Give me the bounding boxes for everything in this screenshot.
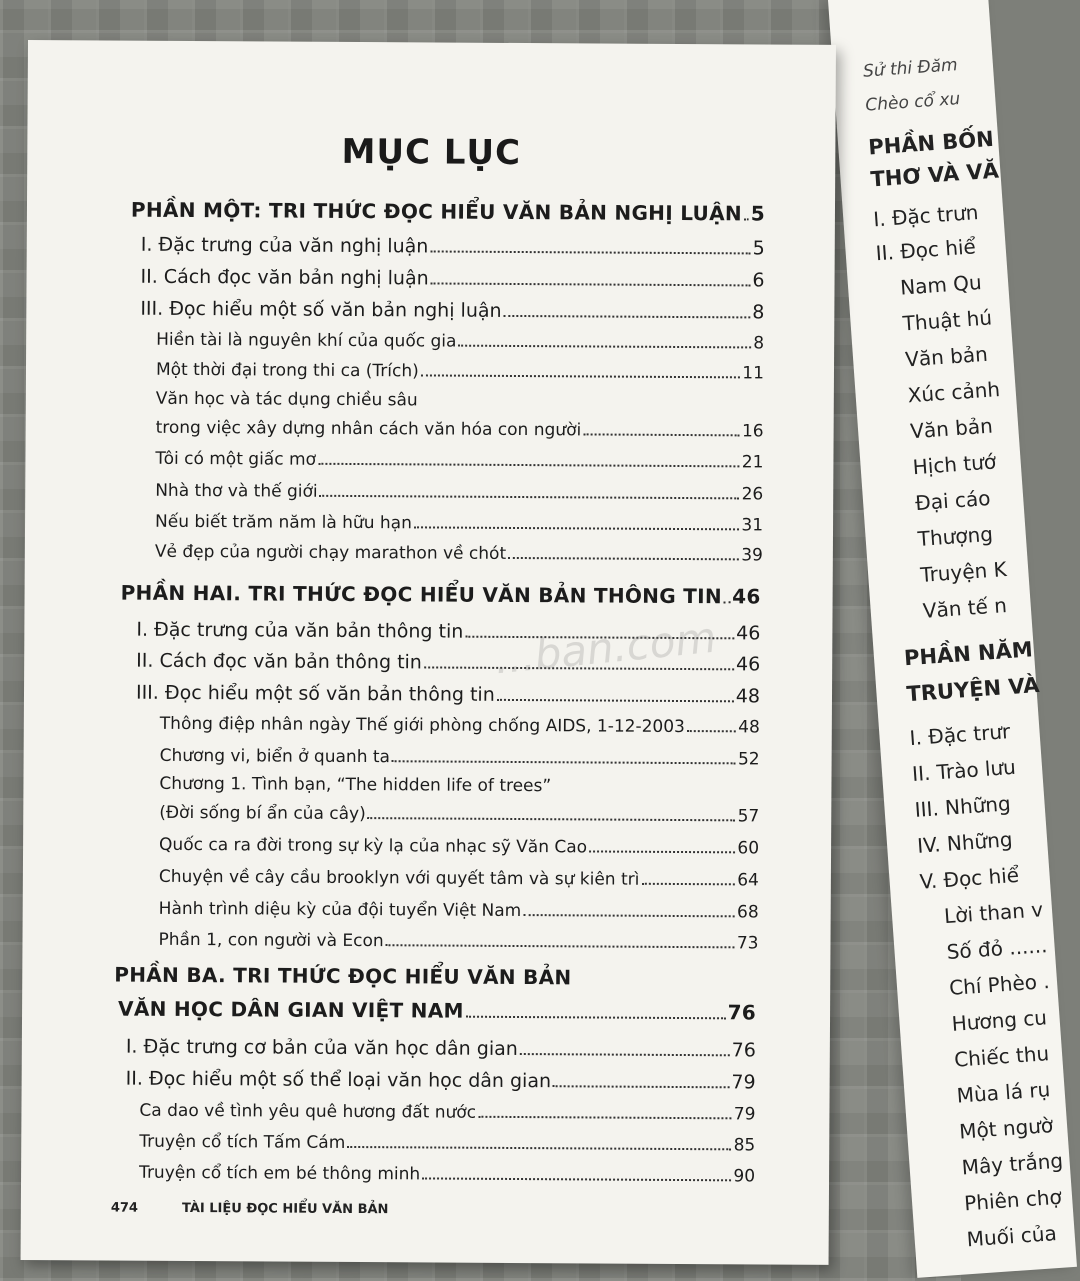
toc-page: 79	[731, 1071, 756, 1094]
toc-label: I. Đặc trưng của văn bản thông tin	[136, 618, 464, 643]
toc-section-3	[118, 997, 756, 1025]
adjacent-line: Văn bản	[904, 341, 989, 372]
toc-page: 46	[732, 584, 761, 609]
toc-page: 68	[736, 902, 759, 923]
toc-label: PHẦN MỘT: TRI THỨC ĐỌC HIỂU VĂN BẢN NGHỊ LUẬN	[130, 197, 743, 226]
toc-label: Quốc ca ra đời trong sự kỳ lạ của nhạc sỹ Văn Cao	[159, 834, 588, 858]
toc-page: 8	[752, 301, 765, 324]
toc-entry	[160, 746, 760, 770]
adjacent-line: Đại cáo	[914, 485, 992, 516]
toc-label: Vẻ đẹp của người chạy marathon về chót	[154, 541, 507, 564]
leader-dots	[421, 374, 741, 378]
footer-book-title: TÀI LIỆU ĐỌC HIỂU VĂN BẢN	[181, 1200, 389, 1218]
toc-label: II. Đọc hiểu một số thể loại văn học dân gian	[125, 1067, 552, 1093]
leader-dots	[724, 601, 730, 603]
adjacent-line: PHẦN BỐN	[867, 126, 995, 160]
toc-page: 5	[750, 201, 766, 226]
toc-label: I. Đặc trưng cơ bản của văn học dân gian	[125, 1035, 518, 1061]
leader-dots	[422, 1177, 731, 1181]
adjacent-line: Số đỏ ......	[945, 933, 1049, 965]
toc-page: 73	[736, 933, 759, 954]
leader-dots	[431, 282, 751, 286]
leader-dots	[430, 250, 750, 254]
toc-label: VĂN HỌC DÂN GIAN VIỆT NAM	[118, 996, 464, 1023]
leader-dots	[466, 1016, 726, 1020]
toc-entry	[140, 266, 764, 292]
leader-dots	[504, 315, 751, 319]
adjacent-line: Hương cu	[950, 1005, 1048, 1036]
toc-label: trong việc xây dựng nhân cách văn hóa con người	[155, 417, 582, 441]
toc-entry	[155, 481, 763, 505]
toc-entry	[156, 330, 764, 354]
toc-entry	[126, 1068, 756, 1094]
toc-page: 5	[752, 237, 765, 260]
toc-label: PHẦN HAI. TRI THỨC ĐỌC HIỂU VĂN BẢN THÔNG TIN	[120, 580, 723, 609]
toc-label: Hành trình diệu kỳ của đội tuyển Việt Nam	[158, 898, 522, 922]
leader-dots	[458, 345, 751, 349]
adjacent-line: II. Đọc hiể	[874, 234, 977, 266]
adjacent-line: Chí Phèo .	[948, 968, 1051, 1000]
toc-label: Chương vi, biển ở quanh ta	[159, 745, 391, 768]
toc-label: Ca dao về tình yêu quê hương đất nước	[139, 1100, 477, 1123]
toc-entry	[159, 803, 759, 827]
toc-entry	[126, 1036, 756, 1062]
book-page	[21, 40, 836, 1265]
adjacent-line: TRUYỆN VÀ	[905, 672, 1041, 707]
leader-dots	[414, 526, 740, 530]
toc-entry	[159, 835, 759, 859]
toc-entry	[140, 298, 764, 324]
leader-dots	[583, 433, 740, 436]
toc-page: 16	[741, 421, 764, 442]
toc-label: II. Cách đọc văn bản nghị luận	[140, 265, 429, 290]
toc-page: 57	[737, 806, 760, 827]
toc-page: 79	[733, 1104, 756, 1125]
toc-entry	[139, 1163, 755, 1187]
adjacent-line: Hịch tướ	[911, 449, 997, 480]
leader-dots	[520, 1053, 730, 1056]
adjacent-line: Chiếc thu	[953, 1041, 1050, 1072]
adjacent-line: II. Trào lưu	[911, 754, 1017, 786]
adjacent-line: Nam Qu	[899, 270, 983, 300]
adjacent-line: Muối của	[965, 1221, 1058, 1252]
toc-label: III. Đọc hiểu một số văn bản thông tin	[135, 681, 495, 706]
leader-dots	[392, 760, 736, 764]
toc-page: 46	[735, 653, 761, 676]
adjacent-line: I. Đặc trưn	[872, 200, 980, 232]
toc-entry	[158, 930, 758, 954]
toc-label: Hiền tài là nguyên khí của quốc gia	[156, 329, 457, 352]
toc-label: (Đời sống bí ẩn của cây)	[159, 802, 366, 825]
toc-label: Chuyện về cây cầu brooklyn với quyết tâm và sự kiên trì	[158, 866, 640, 890]
toc-entry	[139, 1101, 755, 1125]
adjacent-line: III. Những	[913, 791, 1012, 822]
toc-entry	[136, 682, 760, 708]
toc-label: Phần 1, con người và Econ	[158, 929, 384, 952]
toc-page: 90	[733, 1166, 756, 1187]
toc-label: Một thời đại trong thi ca (Trích)	[155, 359, 419, 382]
adjacent-line: V. Đọc hiể	[918, 862, 1020, 894]
toc-page: 39	[741, 545, 763, 566]
toc-label: I. Đặc trưng của văn nghị luận	[140, 233, 429, 258]
adjacent-line: Văn bản	[909, 413, 994, 444]
adjacent-line: Một ngườ	[958, 1113, 1054, 1144]
toc-page: 48	[738, 717, 760, 738]
adjacent-line: THƠ VÀ VĂ	[869, 158, 1000, 192]
adjacent-line: Lời than v	[943, 897, 1044, 929]
adjacent-line: I. Đặc trưr	[908, 719, 1011, 751]
toc-page: 64	[737, 870, 759, 891]
leader-dots	[589, 850, 735, 853]
leader-dots	[744, 218, 749, 220]
toc-page: 48	[735, 685, 761, 708]
toc-section-1	[131, 198, 765, 226]
toc-label: II. Cách đọc văn bản thông tin	[136, 649, 422, 674]
toc-label: Truyện cổ tích em bé thông minh	[139, 1162, 421, 1185]
leader-dots	[318, 463, 740, 468]
toc-label: Chương 1. Tình bạn, “The hidden life of trees”	[159, 773, 552, 797]
toc-page: 76	[731, 1039, 756, 1062]
toc-entry	[155, 542, 763, 566]
toc-entry	[159, 899, 759, 923]
toc-page: 11	[742, 363, 765, 384]
toc-page: 26	[741, 484, 764, 505]
toc-label: Nhà thơ và thế giới	[155, 480, 318, 502]
leader-dots	[386, 944, 735, 948]
toc-page: 21	[741, 452, 764, 473]
leader-dots	[478, 1116, 732, 1120]
footer-page-number: 474	[110, 1200, 139, 1216]
toc-label: Văn học và tác dụng chiều sâu	[155, 388, 418, 411]
adjacent-line: Chèo cổ xu	[864, 89, 961, 116]
toc-page: 6	[752, 269, 765, 292]
leader-dots	[687, 730, 736, 732]
toc-page: 52	[737, 749, 760, 770]
adjacent-line: Thượng	[916, 521, 994, 552]
toc-page: 85	[733, 1135, 756, 1156]
leader-dots	[523, 914, 735, 917]
toc-label: Thông điệp nhân ngày Thế giới phòng chống AIDS, 1-12-2003	[159, 713, 685, 738]
toc-entry	[155, 449, 763, 473]
adjacent-line: Sử thi Đăm	[862, 55, 959, 82]
toc-entry	[160, 714, 760, 738]
page-footer	[111, 1201, 389, 1218]
adjacent-line: PHẦN NĂM	[903, 637, 1034, 671]
leader-dots	[368, 817, 736, 821]
toc-entry	[156, 360, 764, 384]
toc-label: III. Đọc hiểu một số văn bản nghị luận	[140, 297, 502, 322]
adjacent-line: Xúc cảnh	[906, 376, 1001, 408]
toc-entry	[159, 867, 759, 891]
toc-label: Nếu biết trăm năm là hữu hạn	[154, 511, 412, 534]
page-title: MỤC LỤC	[341, 131, 522, 174]
toc-entry	[139, 1132, 755, 1156]
adjacent-line: Mây trắng	[960, 1148, 1064, 1180]
adjacent-line: Mùa lá rụ	[955, 1077, 1051, 1108]
leader-dots	[508, 557, 739, 560]
leader-dots	[320, 495, 740, 500]
toc-page: 8	[753, 333, 765, 354]
leader-dots	[641, 883, 735, 886]
toc-page: 60	[737, 838, 760, 859]
adjacent-line: Thuật hú	[901, 305, 993, 336]
adjacent-line: Phiên chợ	[963, 1184, 1063, 1216]
toc-page: 76	[727, 1000, 757, 1025]
toc-entry	[155, 512, 763, 536]
toc-section-3-line1: PHẦN BA. TRI THỨC ĐỌC HIỂU VĂN BẢN	[114, 962, 572, 990]
leader-dots	[553, 1085, 729, 1088]
adjacent-line: IV. Những	[916, 827, 1014, 858]
toc-label: Tôi có một giấc mơ	[155, 448, 317, 470]
adjacent-line: Truyện K	[919, 556, 1008, 587]
leader-dots	[497, 699, 734, 702]
toc-entry	[156, 418, 764, 442]
toc-section-2	[121, 581, 761, 609]
leader-dots	[347, 1146, 731, 1150]
adjacent-line: Văn tế n	[922, 593, 1008, 623]
toc-page: 31	[741, 515, 764, 536]
toc-entry	[141, 234, 765, 260]
toc-page: 46	[736, 622, 761, 645]
toc-label: Truyện cổ tích Tấm Cám	[139, 1131, 346, 1153]
watermark: ...ban.com	[492, 612, 719, 684]
